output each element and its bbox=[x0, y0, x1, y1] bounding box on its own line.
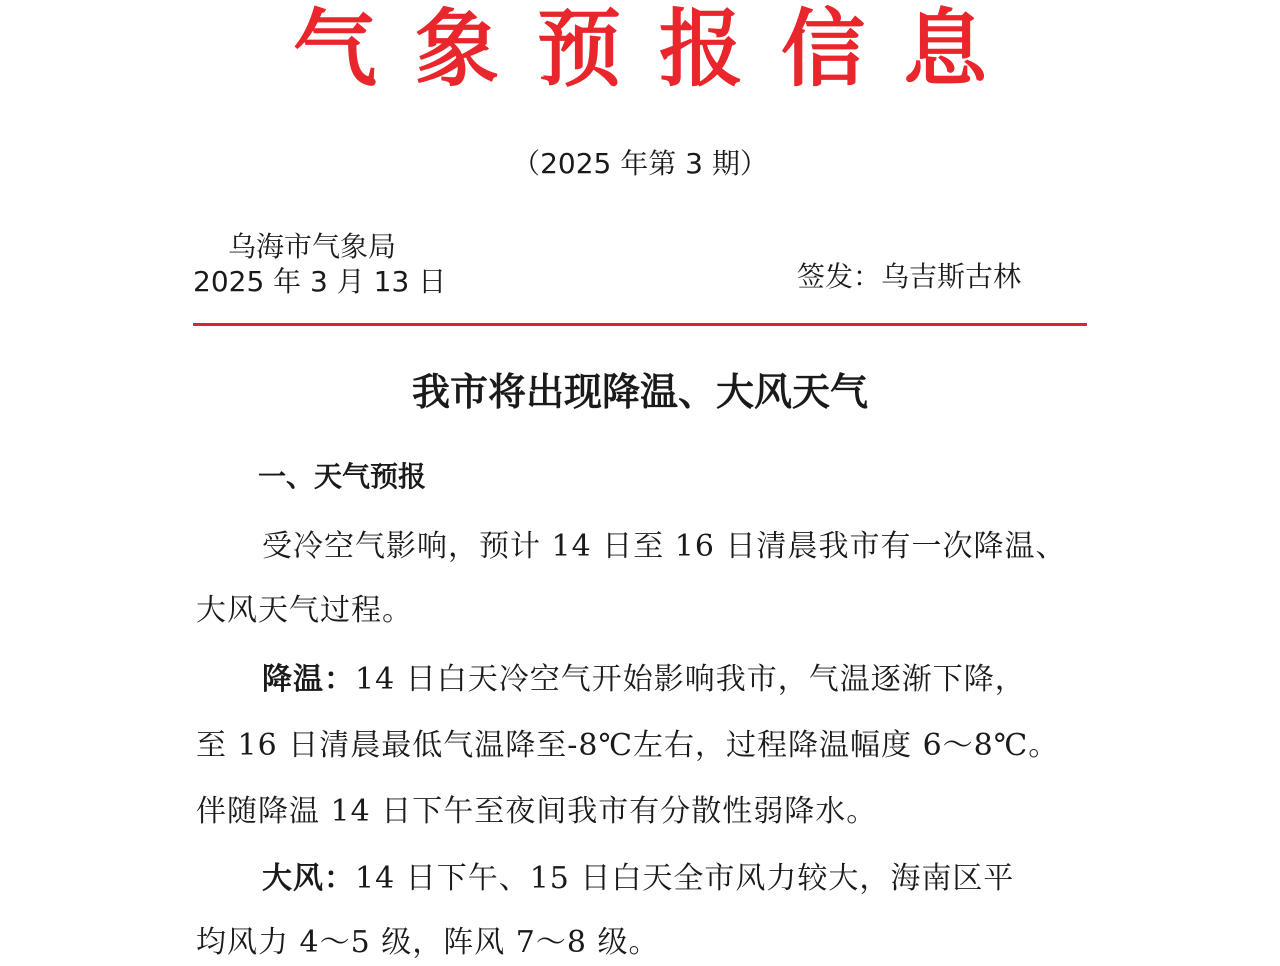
document-title: 我市将出现降温、大风天气 bbox=[411, 370, 868, 414]
masthead-title: 气象预报信息 bbox=[292, 0, 1025, 98]
paragraph-text: 14 日下午、15 日白天全市风力较大，海南区平 bbox=[355, 861, 1015, 896]
issue-date: 2025 年 3 月 13 日 bbox=[193, 265, 447, 298]
section-heading: 一、天气预报 bbox=[258, 460, 427, 493]
issuing-agency: 乌海市气象局 bbox=[228, 230, 397, 263]
signer: 签发：乌吉斯古林 bbox=[797, 260, 1022, 293]
paragraph-line: 受冷空气影响，预计 14 日至 16 日清晨我市有一次降温、 bbox=[262, 529, 1067, 564]
issue-number: （2025 年第 3 期） bbox=[512, 147, 768, 180]
paragraph-line: 均风力 4～5 级，阵风 7～8 级。 bbox=[196, 925, 660, 960]
red-divider bbox=[193, 323, 1087, 326]
paragraph-text: 14 日白天冷空气开始影响我市，气温逐渐下降， bbox=[355, 662, 1026, 697]
paragraph-line: 至 16 日清晨最低气温降至-8℃左右，过程降温幅度 6～8℃。 bbox=[196, 728, 1060, 763]
paragraph-line: 伴随降温 14 日下午至夜间我市有分散性弱降水。 bbox=[196, 794, 878, 829]
paragraph-line bbox=[262, 657, 1026, 703]
paragraph-line: 大风天气过程。 bbox=[196, 593, 413, 628]
paragraph-label: 降温： bbox=[262, 662, 355, 697]
paragraph-label: 大风： bbox=[262, 861, 355, 896]
paragraph-line bbox=[262, 856, 1014, 902]
